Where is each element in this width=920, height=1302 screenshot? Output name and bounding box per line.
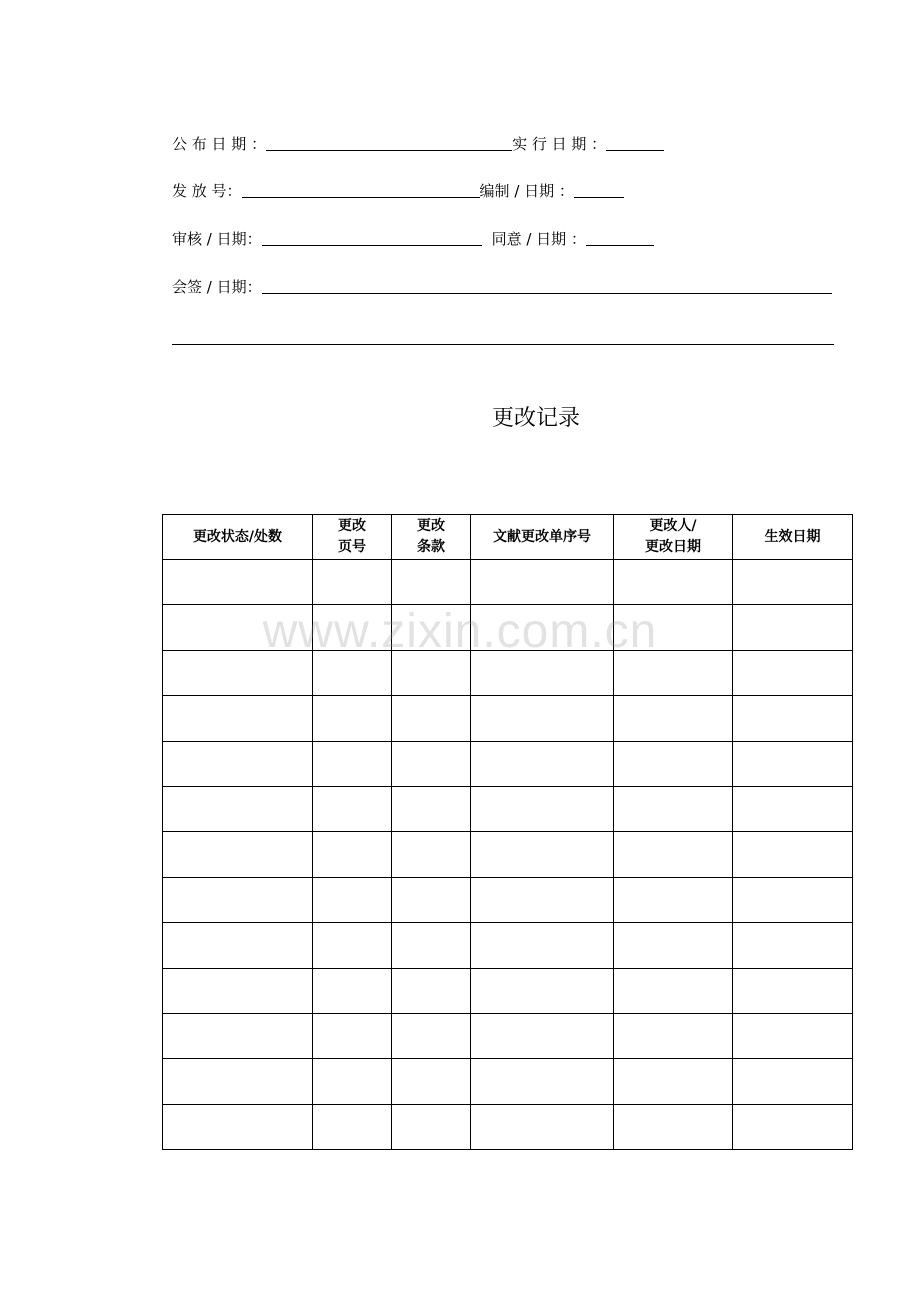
table-cell[interactable] — [733, 877, 853, 922]
table-cell[interactable] — [733, 923, 853, 968]
table-cell[interactable] — [392, 650, 471, 695]
table-cell[interactable] — [163, 786, 313, 831]
issue-no-field[interactable] — [242, 196, 480, 198]
author-date-label: 编制 / 日期 ： — [479, 182, 574, 200]
table-row — [163, 1059, 853, 1104]
table-cell[interactable] — [614, 786, 733, 831]
table-row — [163, 1104, 853, 1149]
table-row — [163, 560, 853, 605]
table-row — [163, 968, 853, 1013]
table-cell[interactable] — [614, 741, 733, 786]
table-cell[interactable] — [163, 832, 313, 877]
publish-date-field[interactable] — [266, 149, 512, 151]
table-cell[interactable] — [163, 605, 313, 650]
table-cell[interactable] — [313, 650, 392, 695]
table-cell[interactable] — [471, 1104, 614, 1149]
table-row — [163, 650, 853, 695]
header-status-count: 更改状态/处数 — [163, 515, 313, 560]
table-cell[interactable] — [614, 923, 733, 968]
table-cell[interactable] — [163, 877, 313, 922]
header-change-order-no: 文献更改单序号 — [471, 515, 614, 560]
table-cell[interactable] — [313, 560, 392, 605]
table-cell[interactable] — [392, 877, 471, 922]
table-cell[interactable] — [392, 968, 471, 1013]
table-cell[interactable] — [471, 696, 614, 741]
header-page-no: 更改 页号 — [313, 515, 392, 560]
table-cell[interactable] — [313, 1013, 392, 1058]
table-cell[interactable] — [733, 1104, 853, 1149]
table-cell[interactable] — [392, 1013, 471, 1058]
table-cell[interactable] — [392, 1104, 471, 1149]
table-cell[interactable] — [392, 560, 471, 605]
table-cell[interactable] — [471, 560, 614, 605]
table-row — [163, 923, 853, 968]
table-cell[interactable] — [163, 650, 313, 695]
countersign-date-field[interactable] — [262, 292, 832, 294]
table-cell[interactable] — [313, 1059, 392, 1104]
form-row-review — [172, 225, 654, 249]
table-cell[interactable] — [733, 560, 853, 605]
table-row — [163, 605, 853, 650]
header-clause: 更改 条款 — [392, 515, 471, 560]
table-cell[interactable] — [313, 1104, 392, 1149]
page-title: 更改记录 — [491, 406, 580, 431]
table-cell[interactable] — [614, 832, 733, 877]
effective-date-label: 实 行 日 期 ： — [512, 135, 607, 153]
form-row-issue — [172, 177, 624, 201]
table-cell[interactable] — [471, 786, 614, 831]
approve-date-label: 同意 / 日期 ： — [491, 230, 586, 248]
table-cell[interactable] — [471, 877, 614, 922]
review-date-label: 审核 / 日期： — [172, 230, 262, 248]
table-cell[interactable] — [733, 650, 853, 695]
table-cell[interactable] — [163, 560, 313, 605]
change-record-table — [162, 514, 853, 1150]
table-cell[interactable] — [733, 968, 853, 1013]
table-row — [163, 832, 853, 877]
table-cell[interactable] — [471, 923, 614, 968]
table-cell[interactable] — [163, 741, 313, 786]
table-cell[interactable] — [313, 832, 392, 877]
table-cell[interactable] — [471, 741, 614, 786]
table-cell[interactable] — [392, 696, 471, 741]
table-cell[interactable] — [733, 1059, 853, 1104]
table-cell[interactable] — [614, 605, 733, 650]
table-cell[interactable] — [392, 923, 471, 968]
countersign-date-label: 会签 / 日期： — [172, 278, 262, 296]
table-cell[interactable] — [471, 605, 614, 650]
table-cell[interactable] — [471, 1059, 614, 1104]
table-cell[interactable] — [614, 1059, 733, 1104]
table-cell[interactable] — [614, 560, 733, 605]
header-effective-date: 生效日期 — [733, 515, 853, 560]
table-cell[interactable] — [313, 923, 392, 968]
table-cell[interactable] — [733, 741, 853, 786]
countersign-continuation-line[interactable] — [172, 344, 834, 345]
effective-date-field[interactable] — [606, 149, 664, 151]
table-cell[interactable] — [733, 1013, 853, 1058]
table-cell[interactable] — [614, 1013, 733, 1058]
table-cell[interactable] — [392, 605, 471, 650]
table-cell[interactable] — [733, 696, 853, 741]
form-row-publish — [172, 130, 664, 154]
table-cell[interactable] — [733, 605, 853, 650]
author-date-field[interactable] — [574, 196, 624, 198]
table-cell[interactable] — [163, 923, 313, 968]
table-cell[interactable] — [614, 1104, 733, 1149]
approve-date-field[interactable] — [586, 244, 654, 246]
table-cell[interactable] — [313, 786, 392, 831]
issue-no-label: 发 放 号： — [172, 182, 242, 200]
publish-date-label: 公 布 日 期 ： — [172, 135, 267, 153]
table-cell[interactable] — [392, 741, 471, 786]
table-cell[interactable] — [471, 1013, 614, 1058]
form-row-countersign — [172, 273, 832, 297]
table-cell[interactable] — [392, 832, 471, 877]
header-changer-date: 更改人/ 更改日期 — [614, 515, 733, 560]
table-cell[interactable] — [614, 968, 733, 1013]
table-body — [163, 560, 853, 1150]
table-cell[interactable] — [313, 741, 392, 786]
table-cell[interactable] — [392, 1059, 471, 1104]
table-cell[interactable] — [614, 696, 733, 741]
table-cell[interactable] — [313, 696, 392, 741]
table-cell[interactable] — [614, 650, 733, 695]
table-cell[interactable] — [471, 968, 614, 1013]
review-date-field[interactable] — [262, 244, 482, 246]
watermark-text: www.zixin.com.cn — [262, 605, 658, 658]
table-cell[interactable] — [163, 968, 313, 1013]
table-cell[interactable] — [733, 786, 853, 831]
table-cell[interactable] — [163, 696, 313, 741]
table-cell[interactable] — [614, 877, 733, 922]
table-cell[interactable] — [471, 650, 614, 695]
table-cell[interactable] — [163, 1104, 313, 1149]
table-cell[interactable] — [163, 1013, 313, 1058]
table-row — [163, 741, 853, 786]
table-cell[interactable] — [313, 877, 392, 922]
table-cell[interactable] — [392, 786, 471, 831]
table-row — [163, 786, 853, 831]
table-row — [163, 877, 853, 922]
table-header-row — [163, 515, 853, 560]
table-row — [163, 696, 853, 741]
table-cell[interactable] — [163, 1059, 313, 1104]
table-cell[interactable] — [733, 832, 853, 877]
table-row — [163, 1013, 853, 1058]
table-cell[interactable] — [313, 968, 392, 1013]
table-cell[interactable] — [471, 832, 614, 877]
table-cell[interactable] — [313, 605, 392, 650]
